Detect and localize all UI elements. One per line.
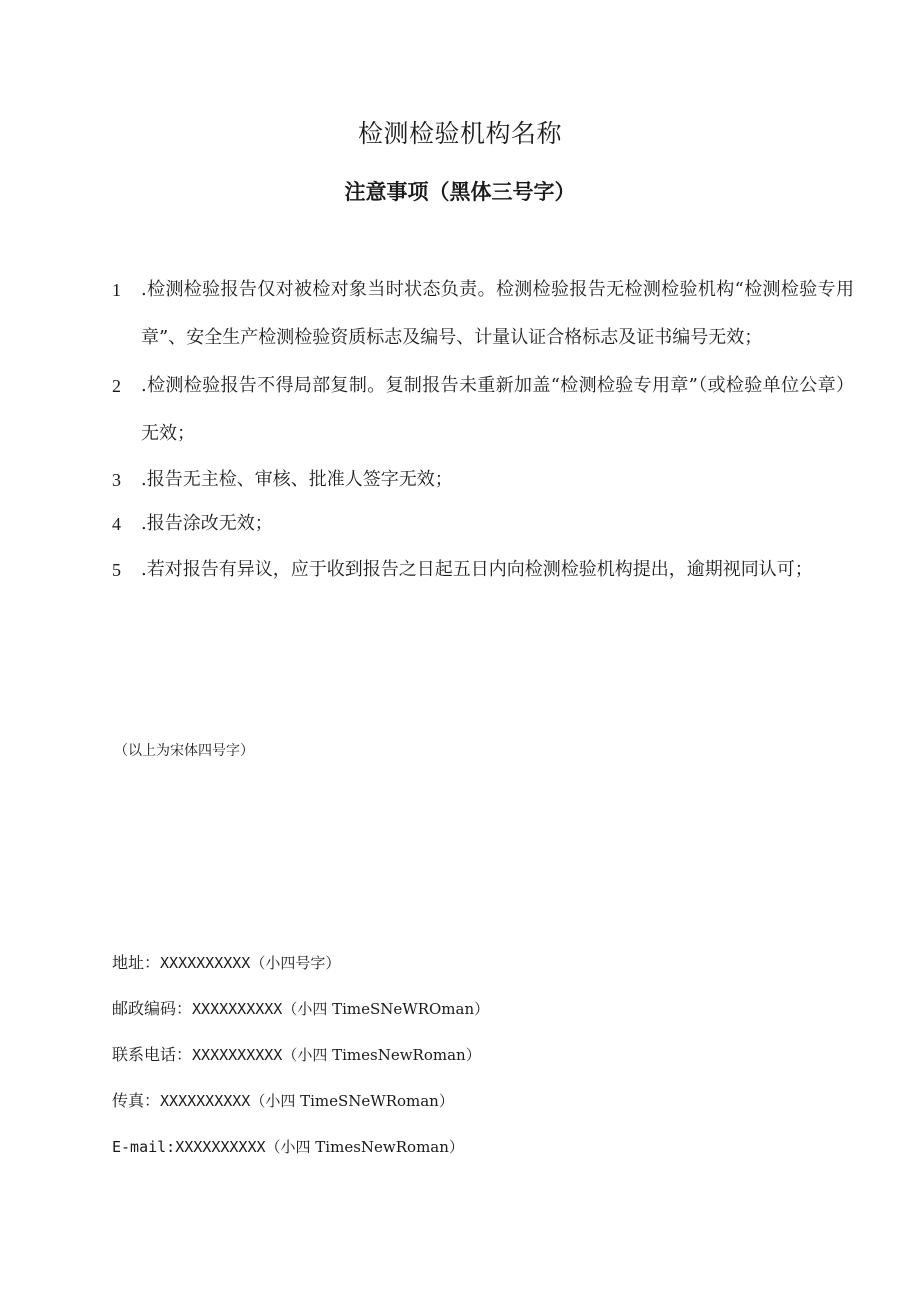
notice-list (112, 266, 854, 594)
item-number: 1 (112, 280, 121, 300)
item-text: .若对报告有异议，应于收到报告之日起五日内向检测检验机构提出，逾期视同认可； (141, 559, 813, 580)
contact-value: XXXXXXXXXX (192, 1000, 283, 1018)
contact-info (112, 940, 489, 1170)
contact-value: XXXXXXXXXX (192, 1046, 283, 1064)
font-hint: （以上为宋体四号字） (114, 743, 254, 759)
contact-label: 联系电话： (112, 1045, 193, 1064)
item-number: 3 (112, 470, 121, 490)
contact-label: 邮政编码： (112, 999, 193, 1018)
notice-item-4 (112, 502, 854, 546)
item-number: 5 (112, 560, 121, 580)
contact-email (112, 1124, 489, 1170)
contact-label: E-mail: (112, 1138, 176, 1156)
contact-postcode (112, 986, 489, 1032)
organization-title: 检测检验机构名称 (357, 119, 562, 148)
contact-phone (112, 1032, 489, 1078)
contact-note: （小四号字） (250, 954, 341, 972)
notice-title: 注意事项（黑体三号字） (344, 180, 576, 204)
contact-note: （小四 TimeSNeWROman） (282, 1000, 490, 1018)
notice-item-2 (112, 362, 854, 458)
contact-note: （小四 TimesNewRoman） (265, 1138, 464, 1156)
item-number: 2 (112, 376, 121, 396)
notice-item-3 (112, 458, 854, 502)
item-text: .报告无主检、审核、批准人签字无效； (141, 469, 453, 490)
item-text: .检测检验报告仅对被检对象当时状态负责。检测检验报告无检测检验机构“检测检验专用章”、安全生产检测检验资质标志及编号、计量认证合格标志及证书编号无效； (141, 279, 854, 348)
contact-value: XXXXXXXXXX (160, 1092, 251, 1110)
contact-value: XXXXXXXXXX (160, 954, 251, 972)
notice-item-5 (112, 546, 854, 594)
contact-fax (112, 1078, 489, 1124)
contact-note: （小四 TimesNewRoman） (282, 1046, 481, 1064)
notice-item-1 (112, 266, 854, 362)
contact-address (112, 940, 489, 986)
contact-value: XXXXXXXXXX (175, 1138, 266, 1156)
contact-note: （小四 TimeSNeWRoman） (250, 1092, 454, 1110)
item-text: .报告涂改无效； (141, 513, 273, 534)
item-number: 4 (112, 514, 121, 534)
contact-label: 地址： (112, 953, 161, 972)
item-text: .检测检验报告不得局部复制。复制报告未重新加盖“检测检验专用章”（或检验单位公章）无效； (141, 375, 854, 444)
contact-label: 传真： (112, 1091, 161, 1110)
